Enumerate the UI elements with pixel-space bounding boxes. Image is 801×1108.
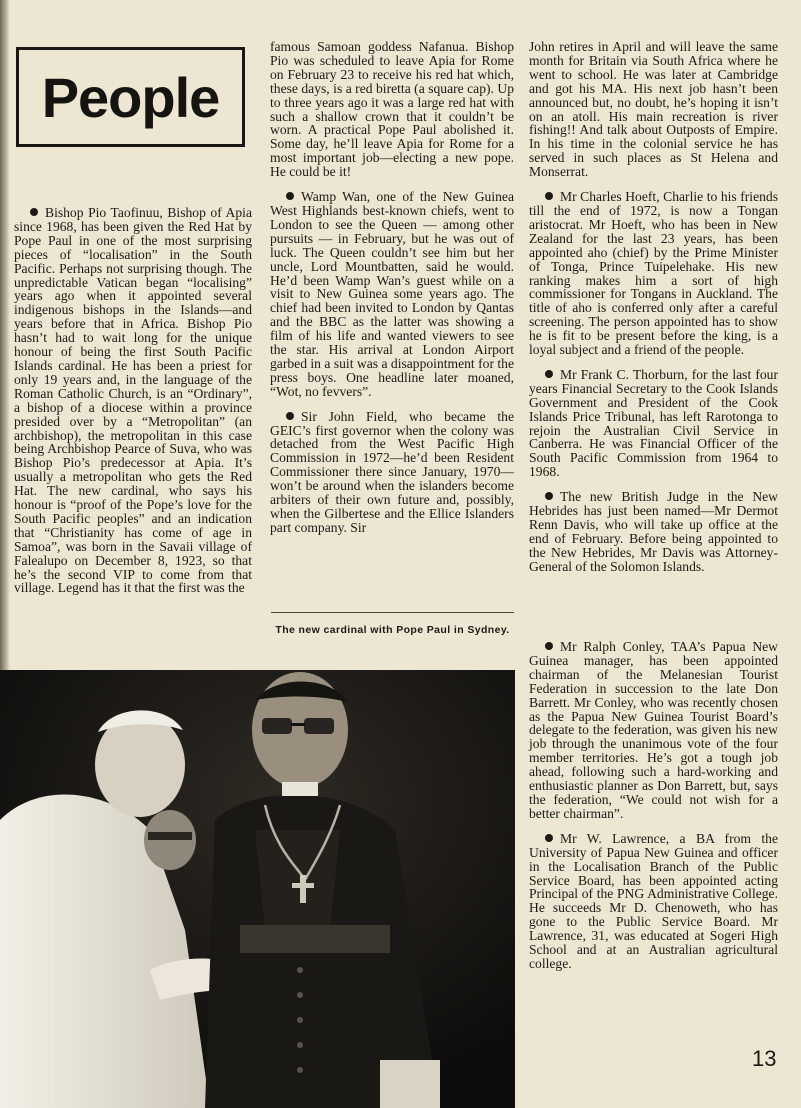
article-paragraph: Mr W. Lawrence, a BA from the University of Papua New Guinea and officer in the Localisation Branch of the Public Service Board, has been appointed acting Principal of the PNG Administrative College. He succeeds Mr D. Chenoweth, who has gone to the Public Service Board. Mr Lawrence, 31, was educated at Sogeri High School and at an Australian agricultural college. bbox=[529, 830, 778, 971]
section-title: People bbox=[41, 65, 220, 129]
column-3 bbox=[529, 40, 778, 585]
caption-divider bbox=[271, 612, 514, 613]
article-paragraph: The new British Judge in the New Hebrides has just been named—Mr Dermot Renn Davis, who will take up office at the end of February. Before being appointed to the New Hebrides, Mr Davis was Attorney-General of the Solomon Islands. bbox=[529, 489, 778, 574]
column-1 bbox=[14, 206, 252, 606]
article-paragraph: famous Samoan goddess Nafanua. Bishop Pio was scheduled to leave Apia for Rome on February 23 to receive his red hat which, these days, is a red biretta (a square cap). Up to three years ago it was a large red hat with such a shallow crown that it couldn’t be worn. A practical Pope Paul abolished it. Some day, he’ll leave Apia for Rome for a most important job—electing a new pope. He could be it! bbox=[270, 39, 514, 180]
article-paragraph: Mr Charles Hoeft, Charlie to his friends till the end of 1972, is now a Tongan aristocrat. Mr Hoeft, who has been in New Zealand for the last 23 years, has been appointed aho (chief) by the Prime Minister of Tonga, Prince Tuipelehake. His new ranking makes him a sort of high commissioner for Tongans in Auckland. The title of aho is conferred only after a careful screening. The person appointed has to show he is fit to be present before the king, is a loyal subject and a friend of the people. bbox=[529, 189, 778, 358]
bullet-icon bbox=[545, 642, 553, 650]
bullet-icon bbox=[545, 192, 553, 200]
bullet-icon bbox=[545, 370, 553, 378]
article-paragraph: Mr Ralph Conley, TAA’s Papua New Guinea manager, has been appointed chairman of the Melanesian Tourist Federation in succession to the late Don Barrett. Mr Conley, who was recently chosen as the Papua New Guinea Tourist Board’s delegate to the federation, was given his new job through the unanimous vote of the four member territories. He’s got a tough job ahead, following such a hard-working and enthusiastic planner as Don Barrett, but, says the federation, “We could not wish for a better chairman”. bbox=[529, 639, 778, 821]
bullet-icon bbox=[286, 412, 294, 420]
page-number: 13 bbox=[752, 1046, 777, 1071]
article-paragraph: Bishop Pio Taofinuu, Bishop of Apia since 1968, has been given the Red Hat by Pope Paul in one of the most surprising pieces of “localisation” in the South Pacific. Perhaps not surprising though. The unpredictable Vatican began “localising” years ago when it appointed several indigenous bishops in the Islands—and years before that in Africa. Bishop Pio hasn’t had to wait long for the unique honour of being the first South Pacific Islands cardinal. He has been a priest for only 19 years and, in the language of the Roman Catholic Church, is an “Ordinary”, a bishop of a diocese within a province presided over by a “Metropolitan” (an archbishop), the metropolitan in this case being Archbishop Pearce of Suva, who was Bishop Pio’s predecessor at Apia. It’s usually a metropolitan who gets the Red Hat. The new cardinal, who says his honour is “proof of the Pope’s love for the South Pacific peoples” and an indication that “Christianity has come of age in Samoa”, was born in the Savaii village of Falealupo on December 8, 1923, so that he’s the second VIP to come from that village. Legend has it that the first was the bbox=[14, 205, 252, 596]
cardinal-photo bbox=[0, 670, 515, 1108]
article-paragraph: John retires in April and will leave the same month for Britain via South Africa where he went to school. He was later at Cambridge and got his MA. His next job hasn’t been announced but, no doubt, he’s hoping it isn’t on an atoll. His main recreation is river fishing!! And talk about Outposts of Empire. In his time in the colonial service he has served in such places as St Helena and Monserrat. bbox=[529, 39, 778, 180]
article-paragraph: Wamp Wan, one of the New Guinea West Highlands best-known chiefs, went to London to see the Queen — among other pursuits — in February, but he was out of luck. The Queen couldn’t see him but her uncle, Lord Mountbatten, said he would. He’d been Wamp Wan’s guest while on a visit to New Guinea some years ago. The chief had been invited to London by Qantas and the BBC as the latter was showing a film of his life and wanted viewers to see the star. His arrival at London Airport garbed in a suit was a disappointment for the press boys. One headline later moaned, “Wot, no fevvers”. bbox=[270, 189, 514, 399]
section-title-box bbox=[16, 47, 245, 147]
bullet-icon bbox=[286, 192, 294, 200]
bullet-icon bbox=[545, 834, 553, 842]
article-paragraph: Sir John Field, who became the GEIC’s first governor when the colony was detached from the West Pacific High Commission in 1972—he’d been Resident Commissioner there since January, 1970—won’t be around when the islanders become arbiters of their own future and, possibly, when the Gilbertese and the Ellice Islanders part company. Sir bbox=[270, 408, 514, 535]
column-3-lower bbox=[529, 640, 778, 982]
column-2 bbox=[270, 40, 514, 546]
photo-caption: The new cardinal with Pope Paul in Sydney. bbox=[275, 624, 510, 636]
bullet-icon bbox=[30, 208, 38, 216]
bullet-icon bbox=[545, 492, 553, 500]
article-paragraph: Mr Frank C. Thorburn, for the last four years Financial Secretary to the Cook Islands Government and President of the Cook Islands Price Tribunal, has left Rarotonga to rejoin the Australian Civil Service in Canberra. He was Financial Officer of the South Pacific Commission from 1964 to 1968. bbox=[529, 366, 778, 480]
